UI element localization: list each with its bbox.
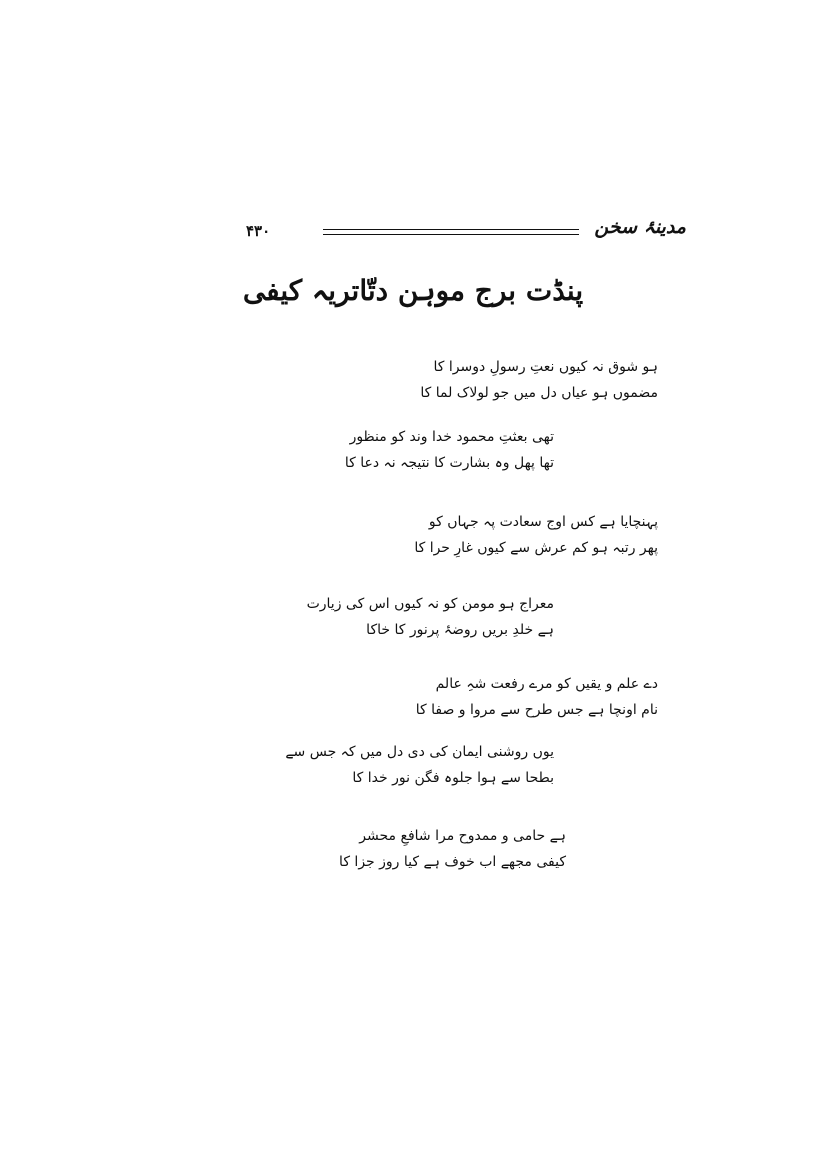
verse-line — [238, 380, 658, 406]
verse-line — [134, 617, 554, 643]
verse-text: ہے خلدِ بریں روضۂ پرنور کا خاکا — [366, 622, 554, 638]
verse-line — [238, 535, 658, 561]
verse-text: نام اونچا ہے جس طرح سے مروا و صفا کا — [415, 702, 658, 718]
verse-text: مضموں ہو عیاں دل میں جو لولاک لما کا — [420, 385, 658, 401]
verse-line — [238, 354, 658, 380]
verse-text: پھر رتبہ ہو کم عرش سے کیوں غارِ حرا کا — [414, 540, 658, 556]
verse-text: بطحا سے ہوا جلوہ فگن نور خدا کا — [352, 770, 554, 786]
verse-text: ہو شوق نہ کیوں نعتِ رسولِ دوسرا کا — [433, 359, 658, 375]
verse-text: تھا پھل وہ بشارت کا نتیجہ نہ دعا کا — [344, 455, 554, 471]
book-title: مدینۂ سخن — [594, 216, 686, 238]
verse-text: تھی بعثتِ محمود خدا وند کو منظور — [349, 429, 554, 445]
verse-line — [134, 765, 554, 791]
verse-line — [238, 697, 658, 723]
verse-line — [146, 849, 566, 875]
verse-line — [134, 739, 554, 765]
verse-line — [134, 450, 554, 476]
verse-line — [134, 591, 554, 617]
verse-text: کیفی مجھے اب خوف ہے کیا روز جزا کا — [339, 854, 566, 870]
stanza-7 — [146, 823, 566, 875]
verse-text: معراج ہو مومن کو نہ کیوں اس کی زیارت — [306, 596, 554, 612]
verse-text: ہے حامی و ممدوح مرا شافعِ محشر — [359, 828, 566, 844]
stanza-1 — [238, 354, 658, 406]
header-rule-bottom — [323, 234, 579, 235]
verse-line — [238, 509, 658, 535]
verse-text: یوں روشنی ایمان کی دی دل میں کہ جس سے — [285, 744, 554, 760]
stanza-2 — [134, 424, 554, 476]
header-rule-top — [323, 229, 579, 230]
stanza-5 — [238, 671, 658, 723]
page-number: ۴۳۰ — [246, 222, 271, 240]
verse-text: دے علم و یقیں کو مرے رفعت شہِ عالم — [435, 676, 658, 692]
verse-line — [134, 424, 554, 450]
stanza-3 — [238, 509, 658, 561]
verse-line — [238, 671, 658, 697]
stanza-4 — [134, 591, 554, 643]
poet-name: پنڈت برج موہن دتّاتریہ کیفی — [242, 274, 584, 307]
stanza-6 — [134, 739, 554, 791]
verse-text: پہنچایا ہے کس اوج سعادت پہ جہاں کو — [428, 514, 658, 530]
verse-line — [146, 823, 566, 849]
